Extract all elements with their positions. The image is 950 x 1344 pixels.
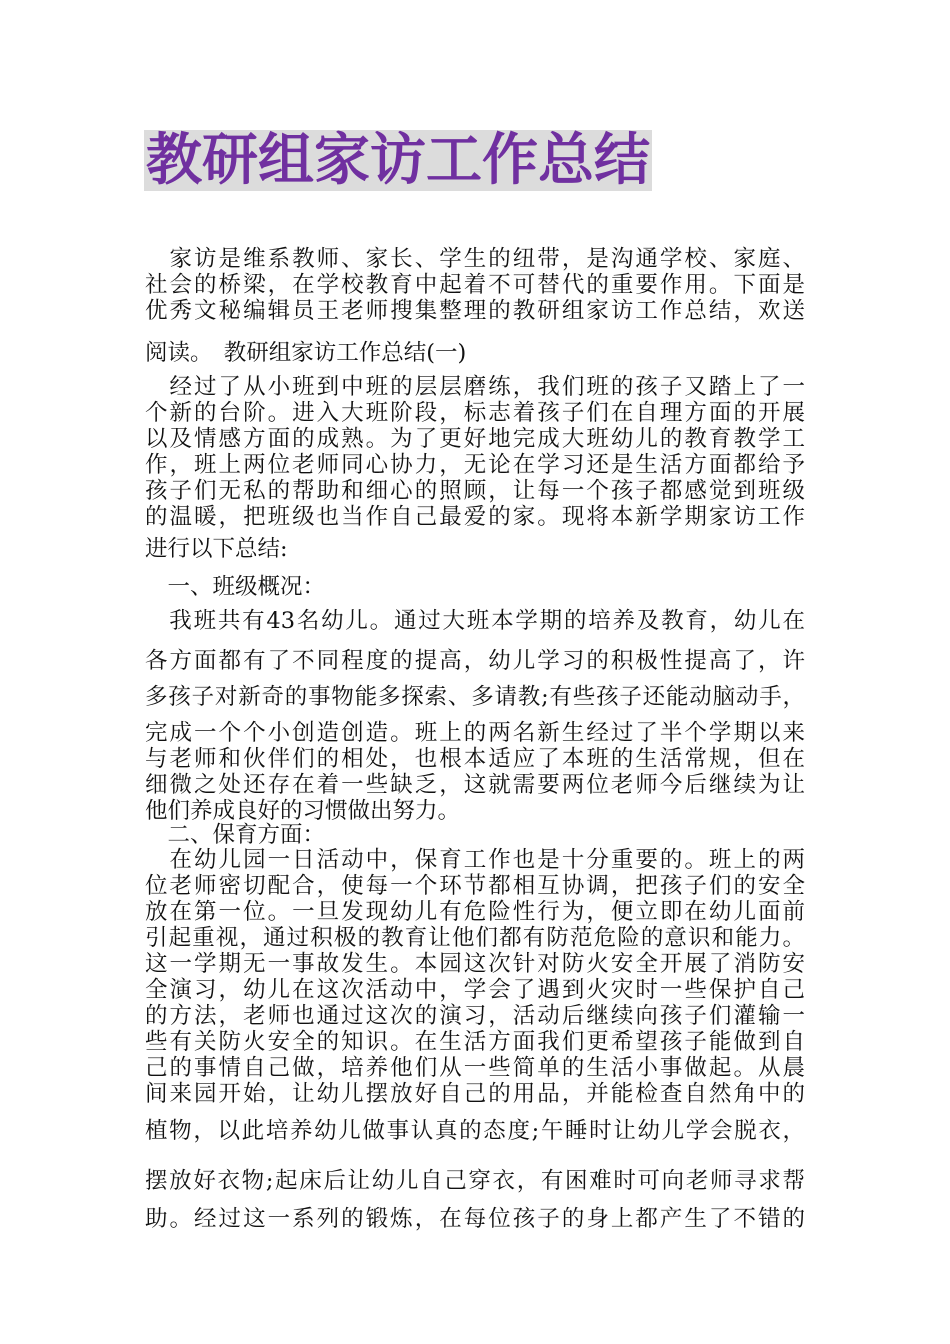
body-line: 个新的台阶。进入大班阶段，标志着孩子们在自理方面的开展: [145, 400, 805, 426]
body-line: 助。经过这一系列的锻炼，在每位孩子的身上都产生了不错的: [145, 1206, 805, 1232]
body-line: 间来园开始，让幼儿摆放好自己的用品，并能检查自然角中的: [145, 1081, 805, 1107]
body-line: 他们养成良好的习惯做出努力。: [145, 798, 461, 824]
body-line: 细微之处还存在着一些缺乏，这就需要两位老师今后继续为让: [145, 772, 805, 798]
body-line: 植物，以此培养幼儿做事认真的态度;午睡时让幼儿学会脱衣，: [145, 1118, 805, 1144]
body-line: 阅读。 教研组家访工作总结(一): [145, 340, 467, 366]
body-line: 完成一个个小创造创造。班上的两名新生经过了半个学期以来: [145, 720, 805, 746]
section-heading: 二、保育方面：: [145, 822, 326, 848]
body-line: 各方面都有了不同程度的提高，幼儿学习的积极性提高了，许: [145, 648, 805, 674]
body-line: 摆放好衣物;起床后让幼儿自己穿衣，有困难时可向老师寻求帮: [145, 1168, 805, 1194]
body-line: 经过了从小班到中班的层层磨练，我们班的孩子又踏上了一: [145, 374, 805, 400]
body-line: 位老师密切配合，使每一个环节都相互协调，把孩子们的安全: [145, 873, 805, 899]
body-line: 在幼儿园一日活动中，保育工作也是十分重要的。班上的两: [145, 847, 805, 873]
body-line: 全演习，幼儿在这次活动中，学会了遇到火灾时一些保护自己: [145, 977, 805, 1003]
body-line: 孩子们无私的帮助和细心的照顾，让每一个孩子都感觉到班级: [145, 478, 805, 504]
body-line: 以及情感方面的成熟。为了更好地完成大班幼儿的教育教学工: [145, 426, 805, 452]
body-line: 己的事情自己做，培养他们从一些简单的生活小事做起。从晨: [145, 1055, 805, 1081]
body-line: 优秀文秘编辑员王老师搜集整理的教研组家访工作总结，欢送: [145, 298, 805, 324]
body-line: 社会的桥梁，在学校教育中起着不可替代的重要作用。下面是: [145, 272, 805, 298]
section-heading: 一、班级概况：: [145, 574, 326, 600]
body-line: 些有关防火安全的知识。在生活方面我们更希望孩子能做到自: [145, 1029, 805, 1055]
body-line: 的方法，老师也通过这次的演习，活动后继续向孩子们灌输一: [145, 1003, 805, 1029]
body-line: 我班共有43名幼儿。通过大班本学期的培养及教育，幼儿在: [145, 608, 805, 634]
body-line: 放在第一位。一旦发现幼儿有危险性行为，便立即在幼儿面前: [145, 899, 805, 925]
body-line: 多孩子对新奇的事物能多探索、多请教;有些孩子还能动脑动手，: [145, 684, 805, 710]
body-line: 与老师和伙伴们的相处，也根本适应了本班的生活常规，但在: [145, 746, 805, 772]
body-line: 进行以下总结:: [145, 536, 288, 562]
body-line: 这一学期无一事故发生。本园这次针对防火安全开展了消防安: [145, 951, 805, 977]
body-line: 的温暖，把班级也当作自己最爱的家。现将本新学期家访工作: [145, 504, 805, 530]
body-line: 家访是维系教师、家长、学生的纽带，是沟通学校、家庭、: [145, 246, 805, 272]
body-line: 引起重视，通过积极的教育让他们都有防范危险的意识和能力。: [145, 925, 805, 951]
body-line: 作，班上两位老师同心协力，无论在学习还是生活方面都给予: [145, 452, 805, 478]
document-title: 教研组家访工作总结: [146, 128, 650, 193]
